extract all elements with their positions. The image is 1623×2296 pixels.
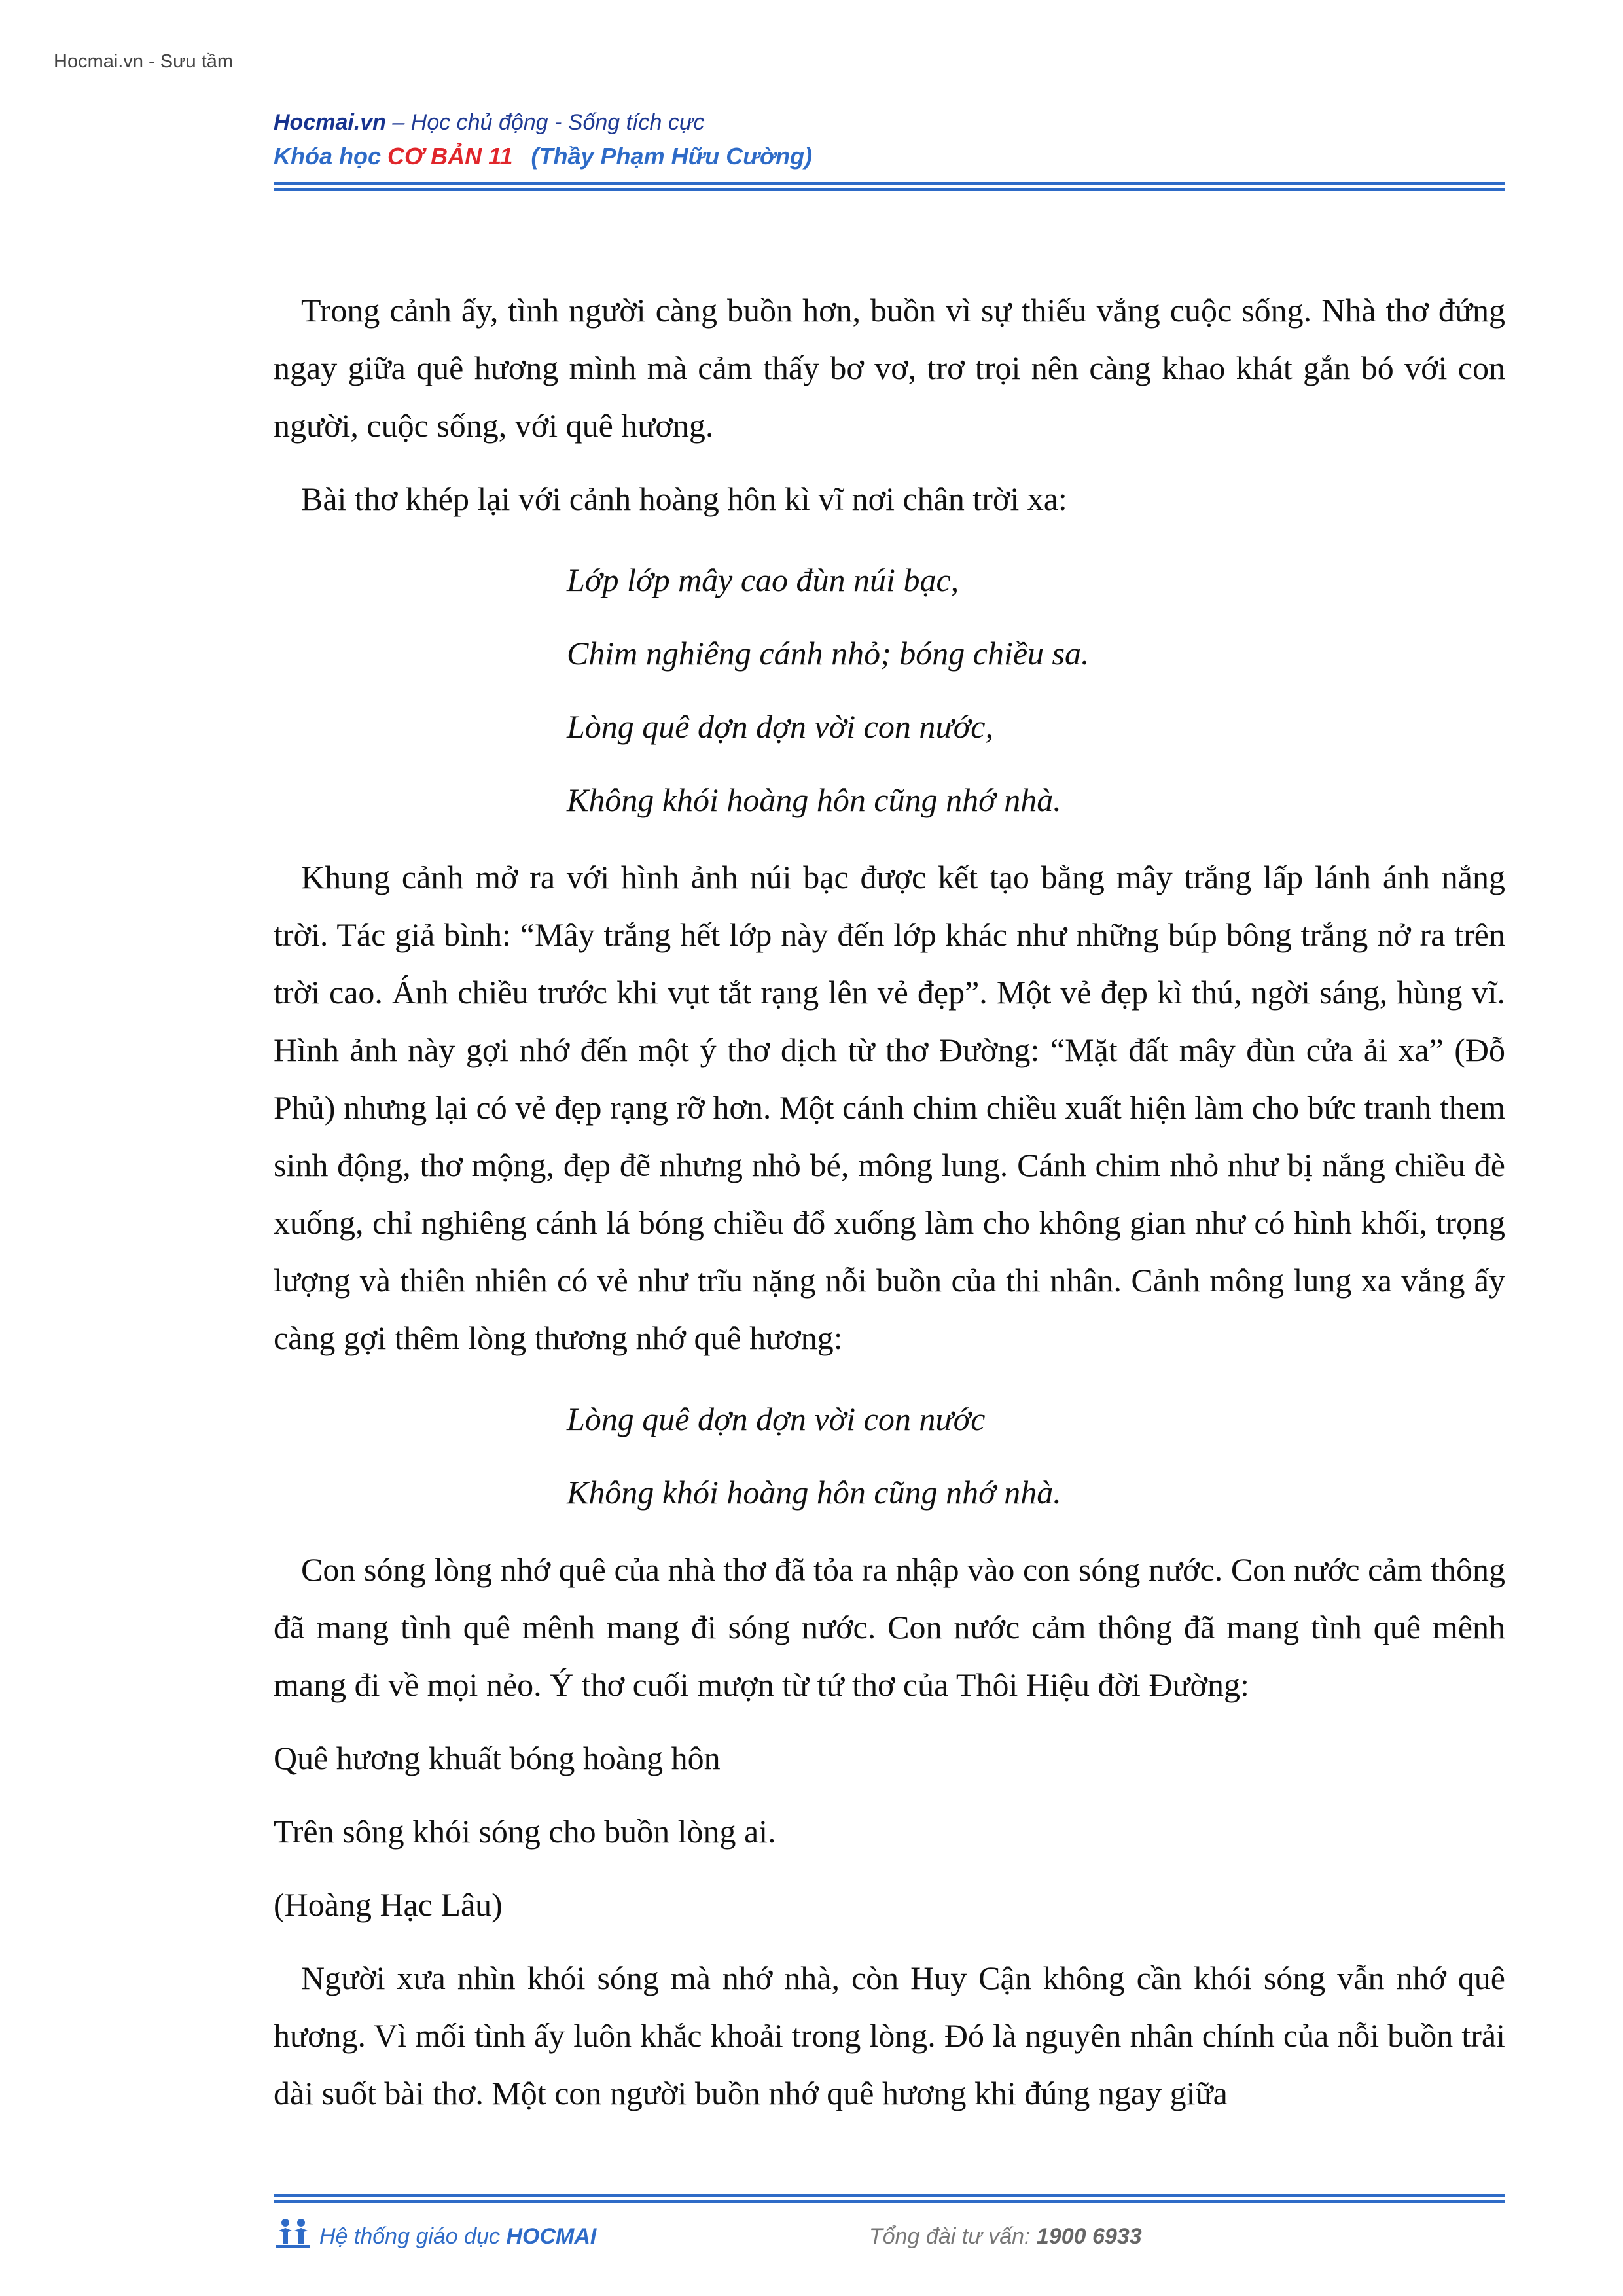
footer-system: Hệ thống giáo dục HOCMAI	[319, 2224, 597, 2249]
poem-stanza-1	[274, 543, 1505, 836]
verse-line: Không khói hoàng hôn cũng nhớ nhà.	[567, 781, 1061, 818]
course-prefix: Khóa học	[274, 143, 388, 170]
page-footer	[274, 2216, 1505, 2255]
header-course-line	[274, 143, 1505, 175]
document-body	[274, 281, 1505, 2138]
verse-line: Không khói hoàng hôn cũng nhớ nhà.	[567, 1474, 1061, 1511]
quote-source: (Hoàng Hạc Lâu)	[274, 1886, 503, 1923]
paragraph-2: Bài thơ khép lại với cảnh hoàng hôn kì vĩ nơi chân trời xa:	[301, 480, 1067, 517]
page-header	[274, 110, 1505, 175]
course-name: CƠ BẢN 11	[387, 143, 513, 170]
brand-name: Hocmai.vn	[274, 110, 386, 135]
verse-line: Lớp lớp mây cao đùn núi bạc,	[567, 562, 959, 598]
hocmai-logo-icon	[274, 2216, 313, 2253]
header-separator: –	[385, 110, 411, 135]
quote-line-2: Trên sông khói sóng cho buồn lòng ai.	[274, 1813, 776, 1850]
teacher-name: (Thầy Phạm Hữu Cường)	[531, 143, 813, 170]
verse-line: Chim nghiêng cánh nhỏ; bóng chiều sa.	[567, 635, 1090, 672]
slogan: Học chủ động - Sống tích cực	[410, 110, 705, 135]
verse-line: Lòng quê dợn dợn vời con nước	[567, 1401, 986, 1437]
footer-divider	[274, 2194, 1505, 2204]
poem-stanza-2	[274, 1382, 1505, 1529]
paragraph-3: Khung cảnh mở ra với hình ảnh núi bạc được kết tạo bằng mây trắng lấp lánh ánh nắng trời. Tác giả bình: “Mây trắng hết lớp này đến lớp khác như những búp bông trắng nở ra trên trời cao. Ánh chiều trước khi vụt tắt rạng lên vẻ đẹp”. Một vẻ đẹp kì thú, ngời sáng, hùng vĩ. Hình ảnh này gợi nhớ đến một ý thơ dịch từ thơ Đường: “Mặt đất mây đùn cửa ải xa” (Đỗ Phủ) nhưng lại có vẻ đẹp rạng rỡ hơn. Một cánh chim chiều xuất hiện làm cho bức tranh them sinh động, thơ mộng, đẹp đẽ nhưng nhỏ bé, mông lung. Cánh chim nhỏ như bị nắng chiều đè xuống, chỉ nghiêng cánh lá bóng chiều đổ xuống làm cho không gian như có hình khối, trọng lượng và thiên nhiên có vẻ như trĩu nặng nỗi buồn của thi nhân. Cảnh mông lung xa vắng ấy càng gợi thêm lòng thương nhớ quê hương:	[274, 859, 1505, 1356]
footer-hotline: Tổng đài tư vấn: 1900 6933	[869, 2224, 1142, 2249]
header-slogan-line	[274, 110, 1505, 141]
header-divider	[274, 182, 1505, 192]
paragraph-1: Trong cảnh ấy, tình người càng buồn hơn, buồn vì sự thiếu vắng cuộc sống. Nhà thơ đứng ngay giữa quê hương mình mà cảm thấy bơ vơ, trơ trọi nên càng khao khát gắn bó với con người, cuộc sống, với quê hương.	[274, 292, 1505, 444]
quote-line-1: Quê hương khuất bóng hoàng hôn	[274, 1740, 721, 1776]
paragraph-5: Người xưa nhìn khói sóng mà nhớ nhà, còn Huy Cận không cần khói sóng vẫn nhớ quê hương. Vì mối tình ấy luôn khắc khoải trong lòng. Đó là nguyên nhân chính của nỗi buồn trải dài suốt bài thơ. Một con người buồn nhớ quê hương khi đúng ngay giữa	[274, 1960, 1505, 2111]
source-note: Hocmai.vn - Sưu tầm	[54, 51, 234, 72]
paragraph-4: Con sóng lòng nhớ quê của nhà thơ đã tỏa ra nhập vào con sóng nước. Con nước cảm thông đã mang tình quê mênh mang đi sóng nước. Con nước cảm thông đã mang tình quê mênh mang đi về mọi nẻo. Ý thơ cuối mượn từ tứ thơ của Thôi Hiệu đời Đường:	[274, 1551, 1505, 1703]
verse-line: Lòng quê dợn dợn vời con nước,	[567, 708, 993, 745]
